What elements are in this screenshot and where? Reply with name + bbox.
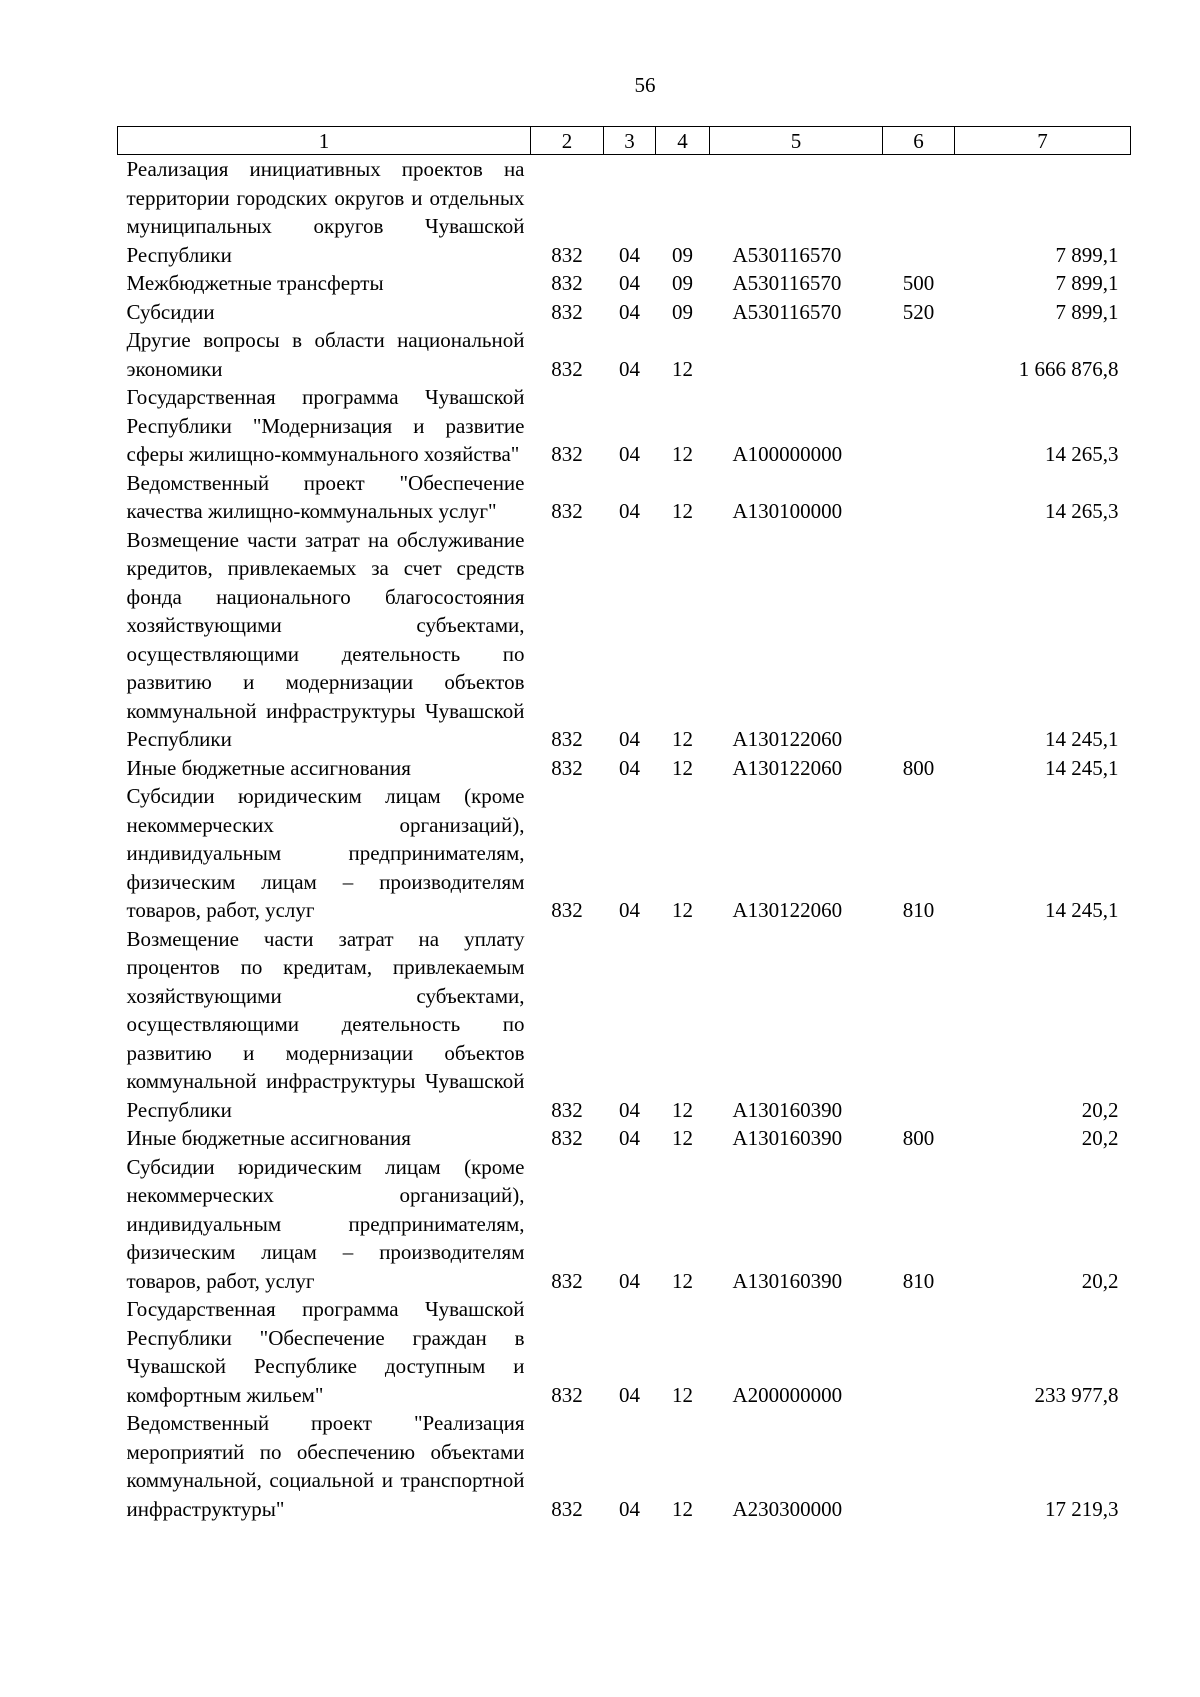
row-admin-code: 832 — [551, 898, 583, 922]
row-expense-type: 800 — [902, 1126, 935, 1150]
row-section: 04 — [619, 356, 640, 381]
table-row — [118, 925, 1131, 1125]
row-subsection: 12 — [672, 755, 693, 780]
row-name: Возмещение части затрат на уплату процентов по кредитам, привлекаемым хозяйствующими субъектами, осуществляющими деятельность по развитию и модернизации объектов коммунальной инфраструктуры Чувашской Республики — [126, 926, 525, 1122]
row-section: 04 — [619, 1097, 640, 1122]
row-name: Ведомственный проект "Реализация мероприятий по обеспечению объектами коммунальной, социальной и транспортной инфраструктуры" — [126, 1411, 525, 1521]
row-admin-code: 832 — [551, 1268, 583, 1293]
table-row — [118, 754, 1131, 783]
row-target-article: А130100000 — [732, 499, 843, 523]
row-section: 04 — [619, 727, 640, 751]
row-target-article: А530116570 — [732, 242, 842, 267]
row-name: Субсидии — [126, 299, 215, 324]
table-row — [118, 1409, 1131, 1523]
table-body — [118, 155, 1131, 1524]
header-col-4: 4 — [656, 127, 710, 155]
row-section: 04 — [619, 1382, 640, 1407]
header-col-6: 6 — [883, 127, 955, 155]
row-subsection: 12 — [672, 356, 693, 381]
row-section: 04 — [619, 755, 640, 780]
row-section: 04 — [619, 1496, 640, 1521]
row-expense-type: 800 — [902, 755, 935, 780]
row-subsection: 12 — [672, 898, 693, 922]
row-section: 04 — [619, 1268, 640, 1293]
row-amount: 14 245,1 — [1045, 755, 1119, 780]
table-header — [118, 127, 1131, 155]
row-name: Государственная программа Чувашской Республики "Модернизация и развитие сферы жилищно-коммунального хозяйства" — [126, 385, 525, 466]
row-amount: 233 977,8 — [1034, 1382, 1119, 1407]
row-amount: 20,2 — [1081, 1097, 1119, 1122]
header-col-7: 7 — [955, 127, 1131, 155]
table-row — [118, 1124, 1131, 1153]
row-expense-type: 810 — [902, 1268, 935, 1293]
table-row — [118, 782, 1131, 925]
row-admin-code: 832 — [551, 271, 583, 295]
row-expense-type — [883, 526, 955, 754]
row-amount: 7 899,1 — [1055, 271, 1119, 295]
row-name: Возмещение части затрат на обслуживание кредитов, привлекаемых за счет средств фонда национального благосостояния хозяйствующими субъектами, осуществляющими деятельность по развитию и модернизации объектов коммунальной инфраструктуры Чувашской Республики — [126, 527, 525, 751]
row-subsection: 12 — [672, 442, 693, 466]
row-name: Ведомственный проект "Обеспечение качества жилищно-коммунальных услуг" — [126, 470, 525, 523]
row-expense-type — [883, 925, 955, 1125]
header-col-2: 2 — [531, 127, 604, 155]
row-target-article: А100000000 — [732, 442, 843, 466]
row-name: Иные бюджетные ассигнования — [126, 755, 411, 780]
row-expense-type: 500 — [902, 271, 935, 295]
row-admin-code: 832 — [551, 299, 583, 324]
row-name: Другие вопросы в области национальной экономики — [126, 328, 525, 381]
row-amount: 14 265,3 — [1045, 442, 1119, 466]
row-expense-type — [883, 1409, 955, 1523]
row-target-article: А200000000 — [732, 1382, 843, 1407]
row-name: Реализация инициативных проектов на территории городских округов и отдельных муниципальных округов Чувашской Республики — [126, 157, 525, 267]
row-amount: 20,2 — [1081, 1268, 1119, 1293]
row-amount: 20,2 — [1081, 1126, 1119, 1150]
row-target-article: А230300000 — [732, 1496, 843, 1521]
row-target-article: А130122060 — [732, 727, 843, 751]
row-section: 04 — [619, 1126, 640, 1150]
table-row — [118, 269, 1131, 298]
row-subsection: 12 — [672, 1382, 693, 1407]
row-name: Субсидии юридическим лицам (кроме некоммерческих организаций), индивидуальным предпринимателям, физическим лицам – производителям товаров, работ, услуг — [126, 1154, 525, 1293]
row-admin-code: 832 — [551, 442, 583, 466]
row-subsection: 12 — [672, 499, 693, 523]
row-name: Субсидии юридическим лицам (кроме некоммерческих организаций), индивидуальным предпринимателям, физическим лицам – производителям товаров, работ, услуг — [126, 784, 525, 922]
row-subsection: 09 — [672, 242, 693, 267]
row-admin-code: 832 — [551, 1097, 583, 1122]
row-amount: 17 219,3 — [1045, 1496, 1119, 1521]
row-section: 04 — [619, 898, 640, 922]
row-admin-code: 832 — [551, 499, 583, 523]
row-expense-type — [883, 155, 955, 270]
row-name: Межбюджетные трансферты — [126, 271, 384, 295]
row-expense-type — [883, 1295, 955, 1409]
row-admin-code: 832 — [551, 242, 583, 267]
row-amount: 14 245,1 — [1045, 898, 1119, 922]
row-amount: 7 899,1 — [1055, 242, 1119, 267]
row-admin-code: 832 — [551, 1126, 583, 1150]
row-target-article: А130122060 — [732, 898, 843, 922]
row-target-article: А130160390 — [732, 1268, 843, 1293]
row-amount: 1 666 876,8 — [1018, 356, 1119, 381]
header-col-5: 5 — [710, 127, 883, 155]
row-name: Государственная программа Чувашской Республики "Обеспечение граждан в Чувашской Республике доступным и комфортным жильем" — [126, 1297, 525, 1407]
row-admin-code: 832 — [551, 727, 583, 751]
row-subsection: 09 — [672, 299, 693, 324]
table-row — [118, 1295, 1131, 1409]
budget-table — [117, 126, 1131, 1523]
row-subsection: 12 — [672, 1126, 693, 1150]
row-section: 04 — [619, 442, 640, 466]
row-expense-type: 520 — [902, 299, 935, 324]
table-row — [118, 469, 1131, 526]
row-amount: 14 245,1 — [1045, 727, 1119, 751]
table-row — [118, 155, 1131, 270]
row-admin-code: 832 — [551, 1496, 583, 1521]
page-number: 56 — [634, 73, 656, 97]
table-row — [118, 326, 1131, 383]
row-expense-type — [883, 326, 955, 383]
row-target-article: А130160390 — [732, 1097, 843, 1122]
header-col-3: 3 — [604, 127, 656, 155]
row-expense-type — [883, 469, 955, 526]
row-amount: 14 265,3 — [1045, 499, 1119, 523]
header-row — [118, 127, 1131, 155]
header-col-1: 1 — [118, 127, 531, 155]
table-row — [118, 383, 1131, 469]
row-admin-code: 832 — [551, 1382, 583, 1407]
row-target-article: А130122060 — [732, 755, 843, 780]
row-target-article: А130160390 — [732, 1126, 843, 1150]
row-subsection: 12 — [672, 1496, 693, 1521]
row-target-article: А530116570 — [732, 271, 842, 295]
row-section: 04 — [619, 299, 640, 324]
row-admin-code: 832 — [551, 755, 583, 780]
table-row — [118, 526, 1131, 754]
row-section: 04 — [619, 271, 640, 295]
row-section: 04 — [619, 242, 640, 267]
table-row — [118, 1153, 1131, 1296]
row-expense-type — [883, 383, 955, 469]
row-subsection: 12 — [672, 727, 693, 751]
row-admin-code: 832 — [551, 356, 583, 381]
row-amount: 7 899,1 — [1055, 299, 1119, 324]
row-expense-type: 810 — [902, 898, 935, 922]
row-subsection: 12 — [672, 1097, 693, 1122]
row-subsection: 12 — [672, 1268, 693, 1293]
row-subsection: 09 — [672, 271, 693, 295]
row-target-article — [710, 326, 883, 383]
table-row — [118, 298, 1131, 327]
row-target-article: А530116570 — [732, 299, 842, 324]
row-name: Иные бюджетные ассигнования — [126, 1126, 411, 1150]
row-section: 04 — [619, 499, 640, 523]
